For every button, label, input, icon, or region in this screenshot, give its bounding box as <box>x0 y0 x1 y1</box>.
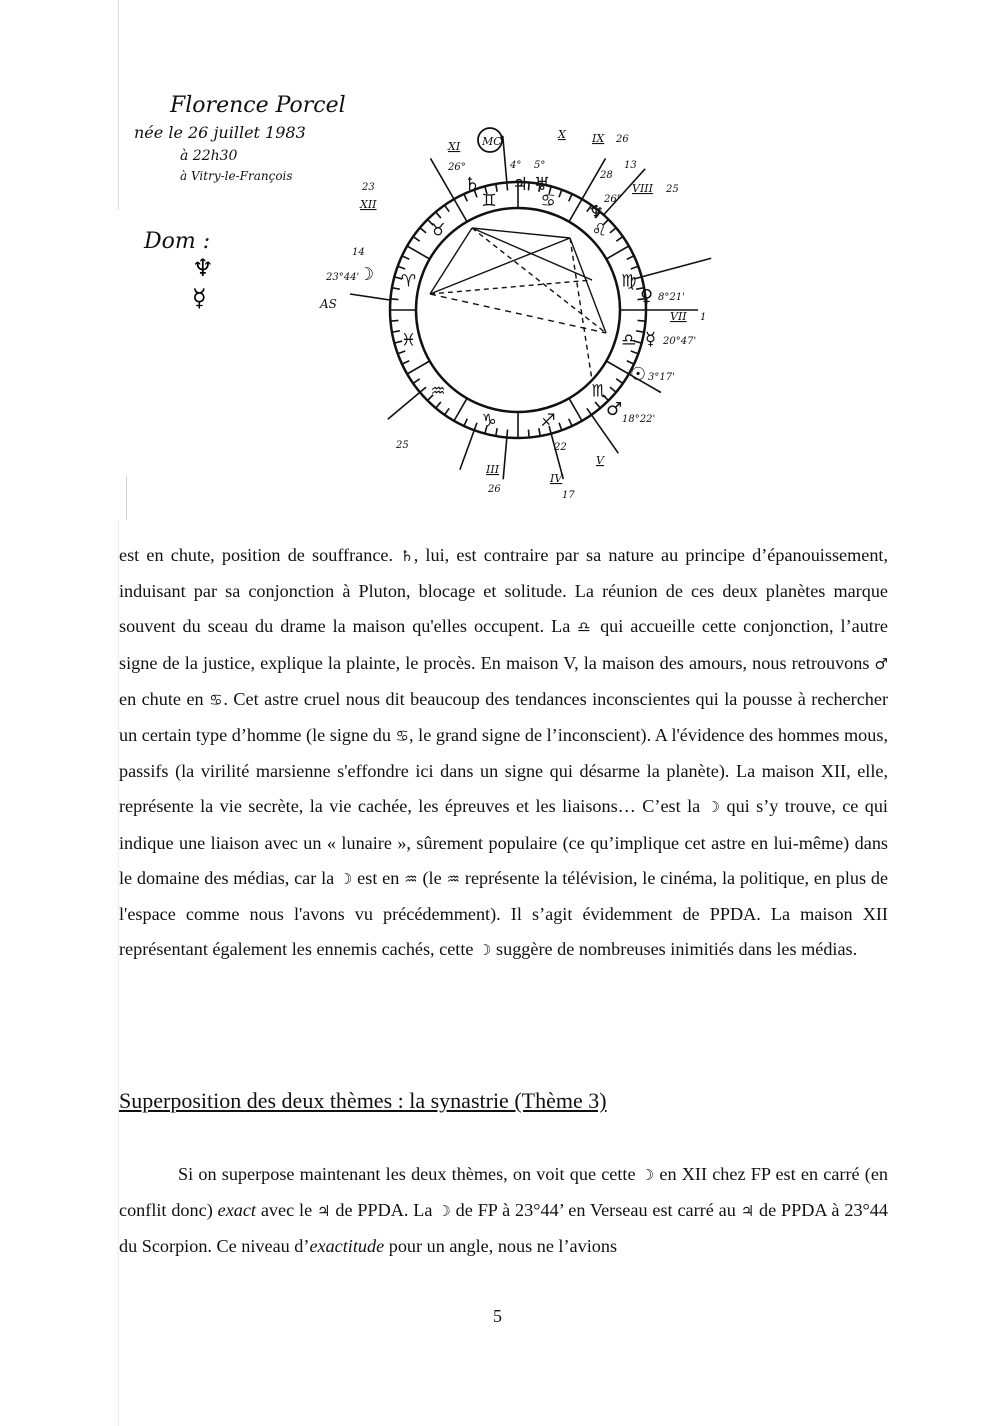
wheel-tick <box>616 237 623 242</box>
wheel-tick <box>407 361 430 374</box>
body-paragraph-1 <box>119 538 888 968</box>
natal-chart-drawing <box>130 80 730 510</box>
zodiac-sign-glyph: ♑ <box>481 411 497 432</box>
wheel-tick <box>445 205 450 212</box>
house-cusp-arrow <box>642 258 712 277</box>
zodiac-sign-glyph: ♊ <box>481 190 497 211</box>
zodiac-sign-glyph: ♌ <box>591 220 607 241</box>
neptune-icon: ♆ <box>588 202 605 223</box>
zodiac-sign-glyph: ♈ <box>400 271 417 292</box>
chart-wheel <box>350 136 711 480</box>
text-run: en chute en <box>119 688 210 709</box>
house-label-xi: XI <box>448 140 461 153</box>
wheel-tick <box>454 199 467 222</box>
paragraph-text <box>119 538 888 968</box>
wheel-tick <box>392 288 400 289</box>
page-margin-line <box>118 0 119 210</box>
cancer-icon: ♋ <box>209 690 224 709</box>
annotation-time: à 22h30 <box>180 148 238 164</box>
wheel-tick <box>631 266 639 269</box>
wheel-tick <box>407 246 430 259</box>
moon-icon: ☽ <box>640 1166 655 1184</box>
text-run: Si on superpose maintenant les deux thèmes, on voit que cette <box>178 1164 641 1184</box>
house-label-ix: IX <box>592 132 605 145</box>
emphasis-text: exactitude <box>309 1236 385 1257</box>
mercury-icon: ☿ <box>645 329 657 350</box>
wheel-tick <box>413 379 420 384</box>
cusp-number: 26 <box>616 134 629 145</box>
wheel-tick <box>507 430 508 438</box>
cusp-number: 28 <box>600 170 613 181</box>
wheel-tick <box>610 387 616 392</box>
text-run: , le grand signe de l’inconscient). A l'évidence des hommes mous, passifs (la virilité marsienne s'effondre ici dans un signe qui désarme la planète). La maison XII, elle, représente la vie secrète, la vie cachée, les épreuves et les liaisons… C’est la <box>119 725 888 817</box>
wheel-tick <box>631 351 639 354</box>
wheel-tick <box>402 256 409 259</box>
text-run: est en <box>352 867 405 888</box>
moon-icon: ☽ <box>478 941 492 960</box>
libra-icon: ♎ <box>577 618 594 637</box>
wheel-tick <box>559 423 562 431</box>
wheel-tick <box>610 228 616 233</box>
ascendant-arrow <box>350 294 390 300</box>
wheel-tick <box>569 398 582 421</box>
saturn-icon: ♄ <box>464 174 481 195</box>
annotation-birth-date: née le 26 juillet 1983 <box>134 123 306 142</box>
wheel-tick <box>402 361 409 364</box>
aspect-line <box>430 238 570 294</box>
house-label-v: V <box>596 454 604 467</box>
wheel-tick <box>569 419 572 426</box>
wheel-tick <box>464 419 467 426</box>
zodiac-signs <box>401 191 636 431</box>
wheel-tick <box>445 408 450 415</box>
moon-icon: ☽ <box>338 869 353 888</box>
text-run: . Cet astre cruel nous dit beaucoup des tendances inconscientes qui la pousse à rechercher un certain type d’homme (le signe du <box>119 688 889 746</box>
text-run: représente la télévision, le cinéma, la politique, en plus de l'espace comme nous l'avons vu précédemment). Il s’agit évidemment de PPDA. La maison XII représentant également les ennemis cachés, cette <box>119 867 889 960</box>
house-cusp-arrow <box>591 415 618 454</box>
asc-label: AS <box>320 297 337 311</box>
cusp-number: 1 <box>700 312 707 323</box>
cusp-number: 22 <box>554 442 567 453</box>
text-run: qui accueille cette conjonction, l’autre signe de la justice, explique la plainte, le procès. En maison V, la maison des amours, nous retrouvons <box>119 616 888 673</box>
zodiac-sign-glyph: ♐ <box>540 411 556 432</box>
wheel-tick <box>638 320 646 321</box>
wheel-tick <box>454 398 467 421</box>
page-number: 5 <box>493 1306 502 1326</box>
wheel-tick <box>636 331 644 332</box>
zodiac-sign-glyph: ♏ <box>591 381 607 402</box>
mc-label: MC <box>482 135 502 148</box>
house-cusp-arrow <box>503 136 507 183</box>
house-label-vii: VII <box>670 310 687 323</box>
annotation-name: Florence Porcel <box>170 93 346 118</box>
zodiac-sign-glyph: ♉ <box>430 220 446 241</box>
house-cusp-arrow <box>503 438 507 480</box>
text-run: est en chute, position de souffrance. <box>119 545 401 565</box>
horizon-line <box>430 294 606 333</box>
wheel-tick <box>420 228 426 233</box>
neptune-degree: 26° <box>604 194 622 205</box>
house-label-iii: III <box>486 463 500 476</box>
mercury-degree: 20°47' <box>663 336 697 347</box>
aspect-line <box>472 228 570 238</box>
mars-icon: ♂ <box>606 399 623 420</box>
aquarius-icon: ♒ <box>446 869 461 888</box>
wheel-tick <box>616 379 623 384</box>
text-run: suggère de nombreuses inimitiés dans les médias. <box>491 939 858 960</box>
wheel-tick <box>398 351 406 354</box>
jupiter-icon: ♃ <box>512 174 529 195</box>
moon-degree: 23°44' <box>326 272 360 283</box>
natal-chart-figure <box>130 80 730 510</box>
scan-mark <box>126 476 127 520</box>
aspect-line <box>430 280 592 294</box>
text-run: (le <box>417 867 447 888</box>
body-paragraph-2 <box>119 1157 888 1265</box>
zodiac-sign-glyph: ♍ <box>621 271 637 292</box>
cusp-number: 23 <box>362 182 375 193</box>
wheel-tick <box>436 212 441 218</box>
jupiter-icon: ♃ <box>317 1202 331 1221</box>
mars-icon: ♂ <box>874 654 888 673</box>
wheel-tick <box>474 423 477 431</box>
zodiac-sign-glyph: ♎ <box>621 330 637 351</box>
paragraph-text <box>119 1157 888 1265</box>
text-run: en XII chez FP est en carré (en conflit donc) <box>119 1164 889 1221</box>
wheel-tick <box>569 199 582 222</box>
house-cusp-arrow <box>460 430 474 469</box>
annotation-dom-label: Dom : <box>144 229 211 254</box>
cusp-number: 25 <box>396 440 409 451</box>
moon-icon: ☽ <box>437 1202 451 1221</box>
wheel-tick <box>528 430 529 438</box>
sun-degree: 3°17' <box>648 372 675 383</box>
saturn-degree: 26° <box>448 162 466 173</box>
moon-icon: ☽ <box>358 264 375 285</box>
aspect-line <box>570 238 592 380</box>
mercury-icon: ☿ <box>192 284 207 312</box>
jupiter-degree: 4° <box>510 160 522 171</box>
zodiac-sign-glyph: ♋ <box>540 190 556 211</box>
text-run: pour un angle, nous ne l’avions <box>384 1236 618 1257</box>
venus-icon: ♀ <box>640 286 654 307</box>
wheel-tick <box>392 331 400 332</box>
text-run: , lui, est contraire par sa nature au principe d’épanouissement, induisant par sa conjonction à Pluton, blocage et solitude. La réunion de ces deux planètes marque souvent du sceau du drame la maison qu'elles occupent. La <box>119 545 889 637</box>
venus-degree: 8°21' <box>658 292 685 303</box>
cusp-number: 13 <box>624 160 637 171</box>
text-run: de FP à 23°44’ en Verseau est carré au <box>450 1200 741 1221</box>
wheel-tick <box>420 387 426 392</box>
wheel-tick <box>569 194 572 201</box>
house-label-x: X <box>558 128 566 141</box>
wheel-tick <box>398 266 406 269</box>
cusp-number: 25 <box>666 184 679 195</box>
aspect-line <box>472 228 592 280</box>
wheel-tick <box>436 402 441 408</box>
cusp-number: 26 <box>488 484 501 495</box>
sun-icon: ☉ <box>630 364 647 385</box>
zodiac-sign-glyph: ♒ <box>430 381 446 402</box>
wheel-tick <box>464 194 467 201</box>
house-label-iv: IV <box>550 472 563 485</box>
aquarius-icon: ♒ <box>404 869 418 888</box>
wheel-tick <box>559 190 562 198</box>
house-label-viii: VIII <box>632 182 653 195</box>
uranus-degree: 5° <box>534 160 546 171</box>
section-heading: Superposition des deux thèmes : la synastrie (Thème 3) <box>119 1088 607 1113</box>
wheel-tick <box>507 182 508 190</box>
wheel-tick <box>413 237 420 242</box>
wheel-tick <box>390 320 398 321</box>
neptune-icon: ♆ <box>192 254 214 282</box>
annotation-place: à Vitry-le-François <box>180 169 293 183</box>
text-run: de PPDA. La <box>330 1200 438 1221</box>
zodiac-sign-glyph: ♓ <box>400 330 417 351</box>
wheel-tick <box>606 361 629 374</box>
moon-icon: ☽ <box>706 798 721 817</box>
text-run: qui s’y trouve, ce qui indique une liaison avec un « lunaire », sûrement populaire (ce qu’implique cet astre en lui-même) dans le domaine des médias, car la <box>119 796 888 888</box>
saturn-icon: ♄ <box>400 547 414 565</box>
wheel-tick <box>528 182 529 190</box>
planet-glyphs <box>358 174 656 420</box>
wheel-tick <box>606 246 629 259</box>
wheel-tick <box>595 402 600 408</box>
wheel-tick <box>627 256 634 259</box>
emphasis-text: exact <box>217 1200 256 1221</box>
cusp-number: 14 <box>352 247 365 258</box>
text-run: de PPDA à 23°44 du Scorpion. Ce niveau d’ <box>119 1200 888 1257</box>
cancer-icon: ♋ <box>395 727 410 746</box>
house-cusp-arrow <box>388 392 420 419</box>
mars-degree: 18°22' <box>622 414 656 425</box>
cusp-number: 17 <box>562 490 575 501</box>
uranus-icon: ♅ <box>534 174 551 195</box>
jupiter-icon: ♃ <box>740 1202 755 1221</box>
house-label-xii: XII <box>360 198 377 211</box>
wheel-tick <box>587 408 592 415</box>
text-run: avec le <box>256 1200 318 1221</box>
wheel-tick <box>390 299 398 300</box>
